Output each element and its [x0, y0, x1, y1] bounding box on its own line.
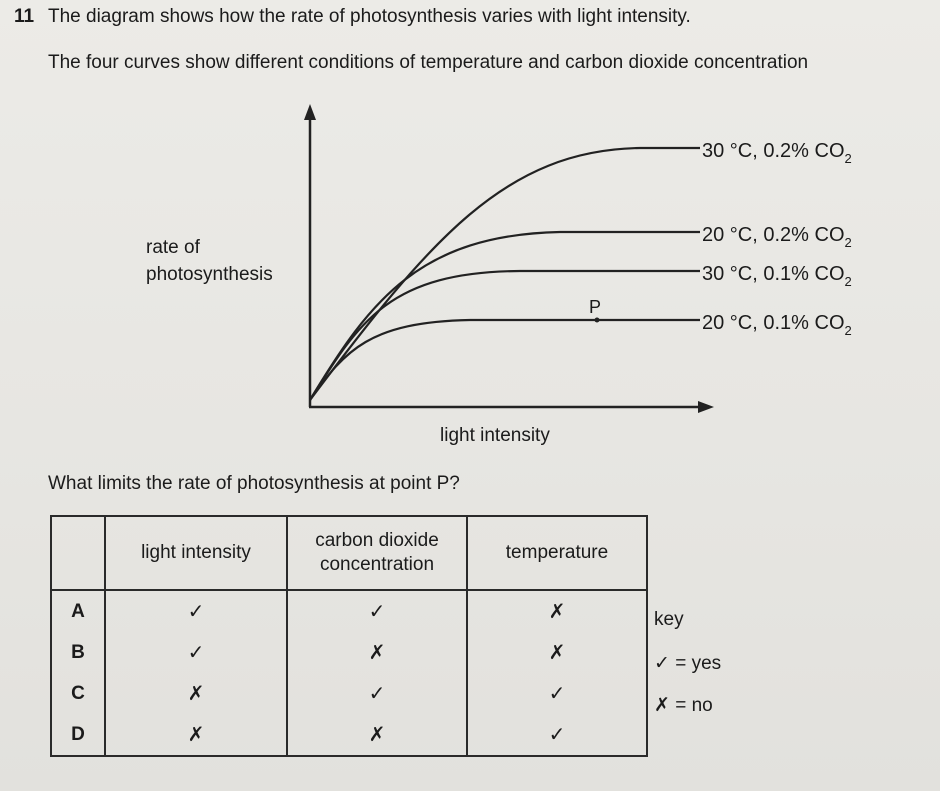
table-row — [51, 632, 647, 673]
cell-temp: ✓ — [467, 714, 647, 756]
series-label-20c-0.1co2 — [702, 312, 852, 338]
svg-text:30 °C, 0.1% CO2: 30 °C, 0.1% $CO_2$ — [702, 263, 852, 289]
cell-co2: ✗ — [287, 714, 467, 756]
point-p-marker — [595, 318, 600, 323]
option-label: C — [51, 673, 105, 714]
table-header-co2: carbon dioxide concentration — [287, 516, 467, 590]
table-row — [51, 673, 647, 714]
cell-temp: ✗ — [467, 632, 647, 673]
cell-co2: ✗ — [287, 632, 467, 673]
cell-light: ✗ — [105, 673, 287, 714]
svg-text:20 °C, 0.2% CO2: 20 °C, 0.2% $CO_2$ — [702, 224, 852, 250]
series-label-30c-0.2co2 — [702, 140, 852, 166]
cell-light: ✓ — [105, 590, 287, 632]
x-axis-arrowhead — [698, 401, 714, 413]
key-no: ✗ = no — [654, 695, 713, 716]
series-label-co2: 0.2% — [763, 140, 809, 162]
cell-light: ✓ — [105, 632, 287, 673]
point-p-label: P — [589, 297, 602, 317]
y-axis-arrowhead — [304, 104, 316, 120]
option-label: A — [51, 590, 105, 632]
cell-light: ✗ — [105, 714, 287, 756]
y-axis-label-line1: rate of — [146, 237, 200, 258]
cell-temp: ✓ — [467, 673, 647, 714]
table-header-temp: temperature — [467, 516, 647, 590]
series-label-20c-0.2co2 — [702, 224, 852, 250]
table-header-row — [51, 516, 647, 590]
series-label-30c-0.1co2 — [702, 263, 852, 289]
question-number: 11 — [14, 6, 35, 27]
curve-20c-0.2co2 — [310, 232, 700, 400]
key-title: key — [654, 609, 684, 630]
curve-30c-0.1co2 — [310, 271, 700, 400]
key-yes: ✓ = yes — [654, 653, 722, 674]
option-label: D — [51, 714, 105, 756]
question-intro: The diagram shows how the rate of photosynthesis varies with light intensity. — [48, 6, 691, 27]
answer-table — [50, 515, 648, 757]
table-header-blank — [51, 516, 105, 590]
svg-text:30 °C, 0.2% CO2: 30 °C, 0.2% $CO_2$ — [702, 140, 852, 166]
cell-temp: ✗ — [467, 590, 647, 632]
x-axis-label: light intensity — [440, 425, 550, 446]
curve-30c-0.2co2 — [310, 148, 700, 400]
question-prompt: What limits the rate of photosynthesis at point P? — [48, 473, 460, 494]
cell-co2: ✓ — [287, 673, 467, 714]
cell-co2: ✓ — [287, 590, 467, 632]
table-row — [51, 590, 647, 632]
y-axis-label-line2: photosynthesis — [146, 264, 273, 285]
option-label: B — [51, 632, 105, 673]
curve-20c-0.1co2 — [310, 320, 700, 400]
table-header-light: light intensity — [105, 516, 287, 590]
table-row — [51, 714, 647, 756]
question-conditions: The four curves show different conditions of temperature and carbon dioxide concentration — [48, 52, 809, 73]
series-label-temp: 30 °C — [702, 140, 753, 162]
svg-text:20 °C, 0.1% CO2: 20 °C, 0.1% $CO_2$ — [702, 312, 852, 338]
